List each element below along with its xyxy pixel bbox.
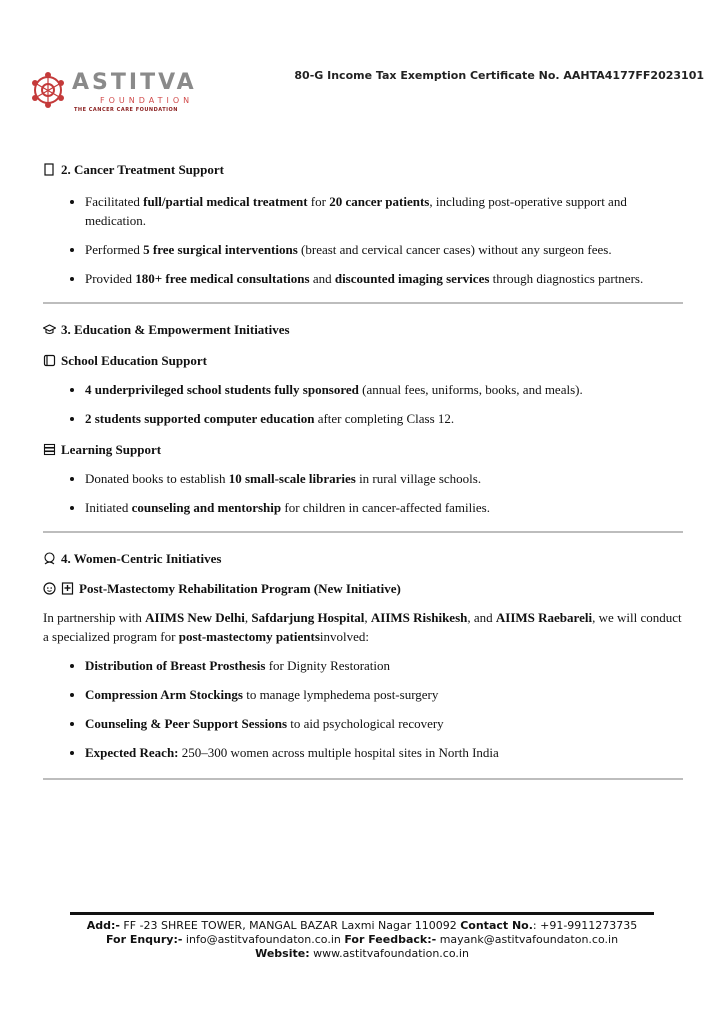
footer-rule (70, 912, 654, 915)
section-divider (43, 778, 683, 780)
school-education-subtitle: School Education Support (43, 351, 683, 370)
book-icon (43, 354, 56, 367)
astitva-logo (28, 70, 228, 118)
learning-support-subtitle: Learning Support (43, 440, 683, 459)
medical-document-icon (61, 582, 74, 595)
list-item: • 4 underprivileged school students fully sponsored (annual fees, uniforms, books, and meals). (85, 380, 683, 399)
program-list (43, 656, 683, 762)
learning-support-list (43, 469, 683, 517)
list-item: • Distribution of Breast Prosthesis for Dignity Restoration (85, 656, 683, 675)
list-item: • Provided 180+ free medical consultations and discounted imaging services through diagnostics partners. (85, 269, 683, 288)
woman-icon (43, 552, 56, 565)
section-divider (43, 531, 683, 533)
certificate-number: 80-G Income Tax Exemption Certificate No. AAHTA4177FF2023101 (294, 69, 704, 82)
list-item: • Initiated counseling and mentorship for children in cancer-affected families. (85, 498, 683, 517)
list-item: • Expected Reach: 250–300 women across multiple hospital sites in North India (85, 743, 683, 762)
report-content (43, 160, 683, 780)
list-item: • Performed 5 free surgical interventions (breast and cervical cancer cases) without any surgeon fees. (85, 240, 683, 259)
cancer-treatment-list (43, 192, 683, 288)
footer-website-line: Website: www.astitvafoundation.co.in (255, 947, 469, 960)
logo-tagline: THE CANCER CARE FOUNDATION (74, 107, 178, 113)
graduation-cap-icon (43, 323, 56, 336)
school-education-list (43, 380, 683, 428)
section-women-title: 4. Women-Centric Initiatives (43, 549, 683, 568)
section-divider (43, 302, 683, 304)
list-item: • Counseling & Peer Support Sessions to aid psychological recovery (85, 714, 683, 733)
logo-subtitle: FOUNDATION (100, 96, 194, 105)
list-item: • 2 students supported computer education after completing Class 12. (85, 409, 683, 428)
section-cancer-treatment-title: 2. Cancer Treatment Support (43, 160, 683, 179)
box-icon (43, 163, 56, 176)
woman-face-icon (43, 582, 56, 595)
footer-email-line: For Enqury:- info@astitvafoundaton.co.in For Feedback:- mayank@astitvafoundaton.co.in (105, 933, 619, 946)
logo-mark-icon (28, 70, 68, 110)
post-mastectomy-subtitle: Post-Mastectomy Rehabilitation Program (New Initiative) (43, 579, 683, 598)
list-item: • Compression Arm Stockings to manage lymphedema post-surgery (85, 685, 683, 704)
books-stack-icon (43, 443, 56, 456)
list-item: • Facilitated full/partial medical treatment for 20 cancer patients, including post-operative support and medication. (85, 192, 683, 230)
page-header (0, 0, 724, 130)
page-footer (70, 912, 654, 961)
footer-address-line: Add:- FF -23 SHREE TOWER, MANGAL BAZAR Laxmi Nagar 110092 Contact No.: +91-9911273735 (86, 919, 638, 932)
list-item: • Donated books to establish 10 small-scale libraries in rural village schools. (85, 469, 683, 488)
logo-title: ASTITVA (72, 70, 197, 95)
section-education-title: 3. Education & Empowerment Initiatives (43, 320, 683, 339)
program-intro: In partnership with AIIMS New Delhi, Safdarjung Hospital, AIIMS Rishikesh, and AIIMS Raebareli, we will conduct a specialized program for post-mastectomy patientsinvolved: (43, 610, 682, 644)
